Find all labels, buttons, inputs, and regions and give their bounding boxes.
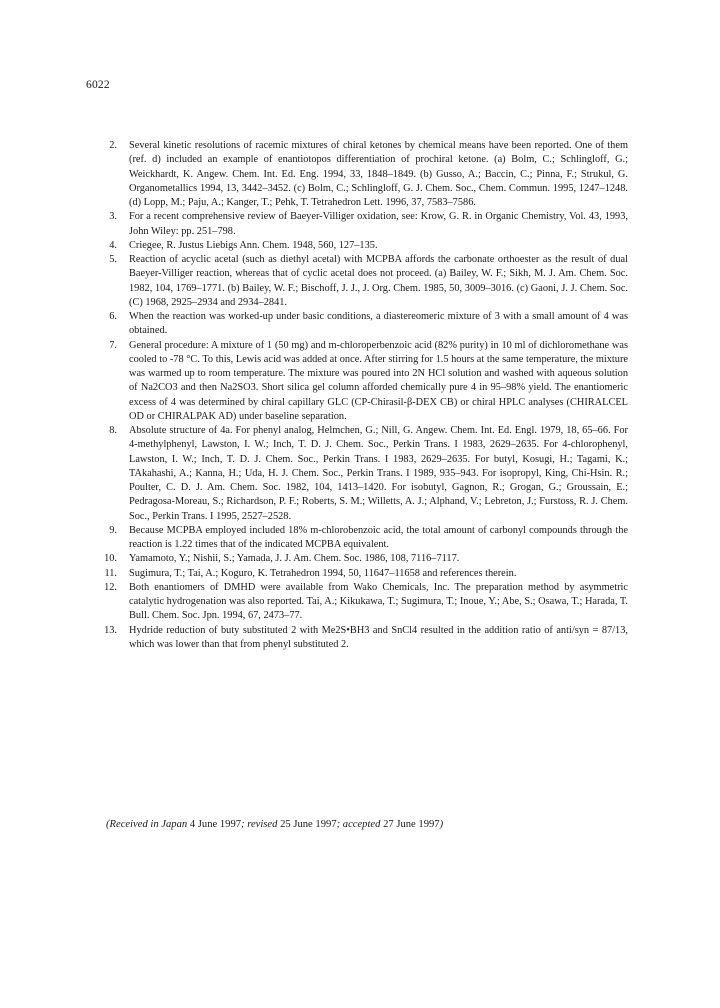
note-text: When the reaction was worked-up under basic conditions, a diastereomeric mixture of 3 with a small amount of 4 was obtained. <box>129 311 628 337</box>
note-number: 12. <box>104 581 117 593</box>
revised-label: revised <box>247 819 278 830</box>
note-text: For a recent comprehensive review of Baeyer-Villiger oxidation, see: Krow, G. R. in Organic Chemistry, Vol. 43, 1993, John Wiley: pp. 251–798. <box>129 211 628 237</box>
note-number: 11. <box>104 567 117 579</box>
note-text: Reaction of acyclic acetal (such as diethyl acetal) with MCPBA affords the carbonate orthoester as the result of dual Baeyer-Villiger reaction, whereas that of cyclic acetal does not proceed. (a) Bailey, W. F.; Sikh, M. J. Am. Chem. Soc. 1982, 104, 1769–1771. (b) Bailey, W. F.; Bischoff, J. J., J. Org. Chem. 1985, 50, 3009–3016. (c) Gaoni, J. J. Chem. Soc. (C) 1968, 2925–2934 and 2934–2841. <box>129 254 628 308</box>
note-text: Absolute structure of 4a. For phenyl analog, Helmchen, G.; Nill, G. Angew. Chem. Int. Ed. Engl. 1979, 18, 65–66. For 4-methylphenyl, Lawston, I. W.; Inch, T. D. J. Chem. Soc., Perkin Trans. I 1983, 2629–2635. For 4-chlorophenyl, Lawston, I. W.; Inch, T. D. J. Chem. Soc., Perkin Trans. I 1983, 2629–2635. For butyl, Kosugi, H.; Tagami, K.; TAkahashi, A.; Kanna, H.; Uda, H. J. Chem. Soc., Perkin Trans. I 1989, 935–943. For isopropyl, King, Chi-Hsin. R.; Poulter, C. D. J. Am. Chem. Soc. 1982, 104, 1413–1420. For isobutyl, Gagnon, R.; Grogan, G.; Groussain, E.; Pedragosa-Moreau, S.; Richardson, P. F.; Roberts, S. M.; Willetts, A. J.; Alphand, V.; Lebreton, J.; Furstoss, R. J. Chem. Soc., Perkin Trans. I 1995, 2527–2528. <box>129 425 628 522</box>
revised-date: 25 June 1997 <box>280 819 337 830</box>
received-dates-line: (Received in Japan 4 June 1997; revised 25 June 1997; accepted 27 June 1997) <box>106 819 444 830</box>
reference-note <box>104 339 628 425</box>
reference-note <box>104 253 628 310</box>
note-number: 3. <box>109 211 117 223</box>
reference-note <box>104 139 628 210</box>
note-number: 5. <box>109 254 117 265</box>
reference-note <box>104 210 628 239</box>
note-number: 8. <box>109 425 117 436</box>
reference-note <box>104 624 628 653</box>
note-number: 6. <box>109 311 117 322</box>
reference-note <box>104 567 628 581</box>
note-text: Yamamoto, Y.; Nishii, S.; Yamada, J. J. Am. Chem. Soc. 1986, 108, 7116–7117. <box>129 553 460 565</box>
reference-note <box>104 424 628 524</box>
note-text: Because MCPBA employed included 18% m-chlorobenzoic acid, the total amount of carbonyl compounds through the reaction is 1.22 times that of the indicated MCPBA equivalent. <box>129 524 628 550</box>
note-number: 13. <box>104 624 117 636</box>
note-text: Several kinetic resolutions of racemic mixtures of chiral ketones by chemical means have been reported. One of them (ref. d) included an example of enantiotopos differentiation of prochiral ketone. (a) Bolm, C.; Schlingloff, G.; Weickhardt, K. Angew. Chem. Int. Ed. Eng. 1994, 33, 1848–1849. (b) Gusso, A.; Baccin, C.; Pinna, F.; Strukul, G. Organometallics 1994, 13, 3442–3452. (c) Bolm, C.; Schlingloff, G. J. Chem. Soc., Chem. Commun. 1995, 1247–1248. (d) Lopp, M.; Paju, A.; Kanger, T.; Pehk, T. Tetrahedron Lett. 1996, 37, 7583–7586. <box>129 140 628 208</box>
page-number: 6022 <box>86 79 110 91</box>
note-number: 2. <box>109 140 117 151</box>
note-text: Sugimura, T.; Tai, A.; Koguro, K. Tetrahedron 1994, 50, 11647–11658 and references therein. <box>129 567 517 579</box>
reference-note <box>104 581 628 624</box>
note-number: 10. <box>104 553 117 565</box>
received-label: Received in Japan <box>109 819 188 830</box>
reference-note <box>104 524 628 553</box>
reference-note <box>104 310 628 339</box>
note-number: 7. <box>109 339 117 351</box>
note-text: Hydride reduction of buty substituted 2 with Me2S•BH3 and SnCl4 resulted in the addition ratio of anti/syn = 87/13, which was lower than that from phenyl substituted 2. <box>129 624 628 650</box>
note-number: 9. <box>109 524 117 536</box>
note-text: General procedure: A mixture of 1 (50 mg) and m-chloroperbenzoic acid (82% purity) in 10 ml of dichloromethane was cooled to -78 °C. To this, Lewis acid was added at once. After stirring for 1.5 hours at the same temperature, the mixture was warmed up to room temperature. The mixture was poured into 2N HCl solution and washed with aqueous solution of Na2CO3 and then Na2SO3. Short silica gel column afforded chemically pure 4 in 95–98% yield. The enantiomeric excess of 4 was determined by chiral capillary GLC (CP-Chirasil-β-DEX CB) or chiral HPLC analyses (CHIRALCEL OD or CHIRALPAK AD) under baseline separation. <box>129 339 628 422</box>
received-date: 4 June 1997 <box>189 819 242 830</box>
note-number: 4. <box>109 239 117 251</box>
reference-notes-list <box>104 139 628 652</box>
reference-note <box>104 239 628 253</box>
note-text: Criegee, R. Justus Liebigs Ann. Chem. 1948, 560, 127–135. <box>129 239 378 251</box>
accepted-date: 27 June 1997 <box>383 819 440 830</box>
note-text: Both enantiomers of DMHD were available from Wako Chemicals, Inc. The preparation method by asymmetric catalytic hydrogenation was also reported. Tai, A.; Kikukawa, T.; Sugimura, T.; Inoue, Y.; Abe, S.; Osawa, T.; Harada, T. Bull. Chem. Soc. Jpn. 1994, 67, 2473–77. <box>129 581 628 622</box>
reference-note <box>104 552 628 566</box>
accepted-label: accepted <box>342 819 381 830</box>
